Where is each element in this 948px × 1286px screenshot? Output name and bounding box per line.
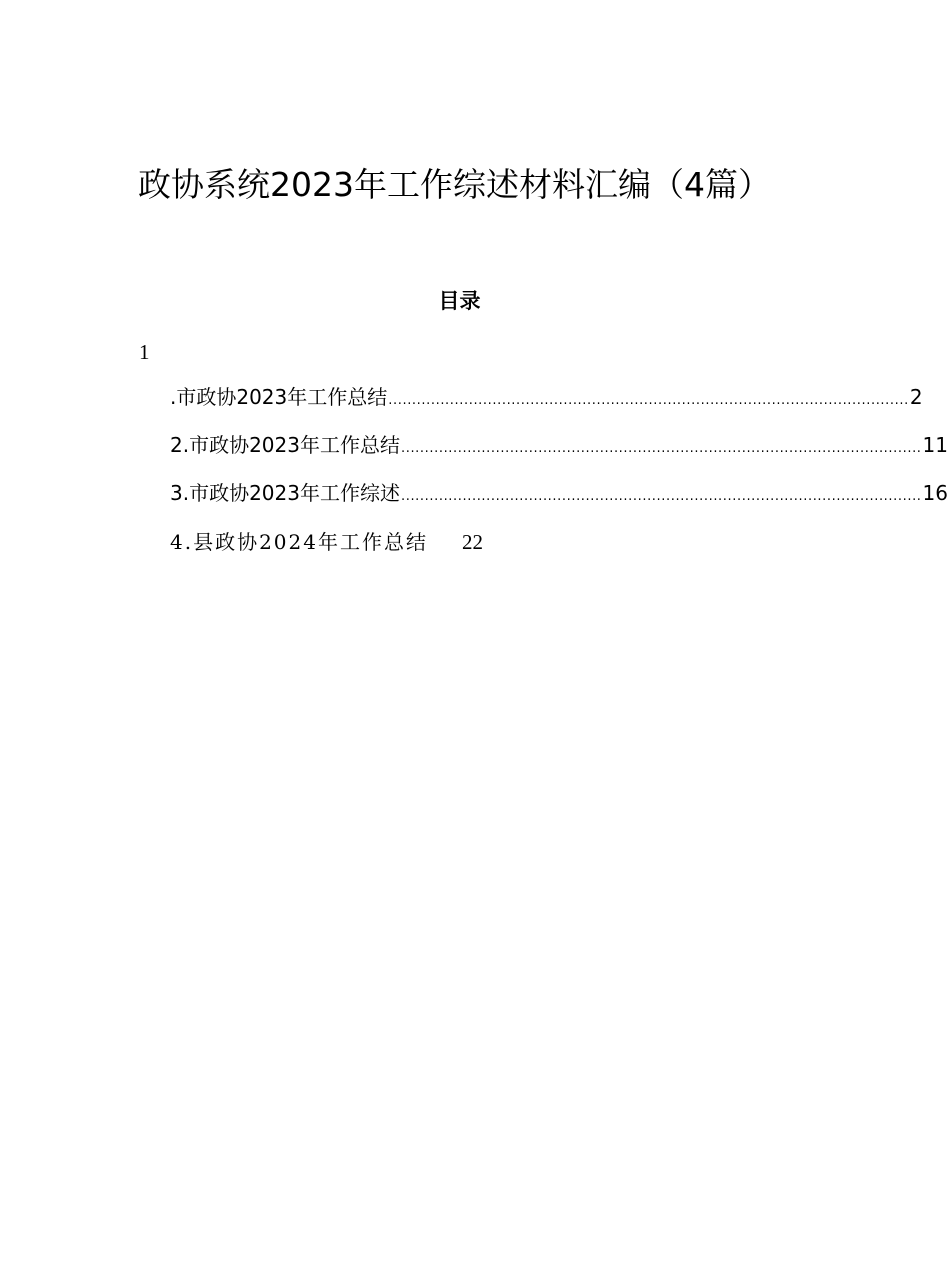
toc-entry[interactable] [170, 382, 923, 412]
toc-entry-label: 2.市政协2023年工作总结 [170, 433, 400, 457]
toc-entry-label: 4.县政协2024年工作总结 [170, 530, 428, 554]
toc-entry-label: 3.市政协2023年工作综述 [170, 481, 400, 505]
toc-entry[interactable] [170, 478, 948, 508]
toc-entry-page-number: 2 [909, 385, 923, 409]
toc-entry-page-number: 16 [922, 481, 948, 505]
toc-dot-leader: .............................................................................................................. [400, 489, 922, 504]
toc-entry-page-number: 22 [461, 530, 483, 554]
toc-entry[interactable] [170, 527, 483, 557]
toc-entry-label: .市政协2023年工作总结 [170, 385, 388, 409]
toc-heading: 目录 [438, 288, 481, 313]
toc-dot-leader: .............................................................................................................. [388, 393, 909, 408]
document-title: 政协系统2023年工作综述材料汇编（4篇） [138, 165, 771, 204]
toc-stray-number: 1 [139, 340, 150, 364]
toc-entry-page-number: 11 [922, 433, 948, 457]
toc-entry[interactable] [170, 430, 948, 460]
toc-dot-leader: .............................................................................................................. [400, 441, 922, 456]
